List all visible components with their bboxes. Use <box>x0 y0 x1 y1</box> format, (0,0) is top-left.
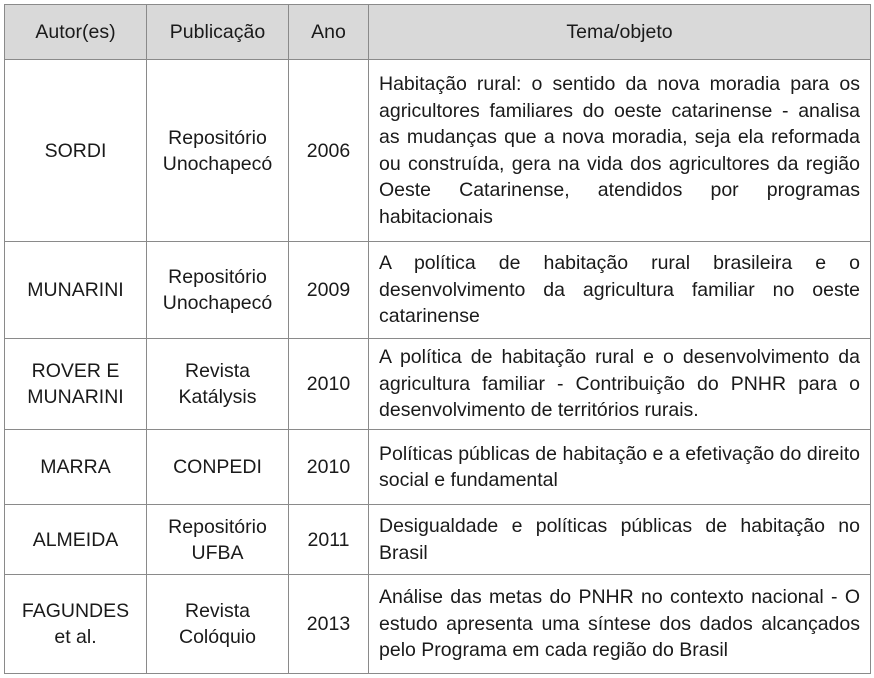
cell-tema: Políticas públicas de habitação e a efetivação do direito social e fundamental <box>369 430 871 505</box>
header-ano: Ano <box>289 5 369 60</box>
cell-autor: MARRA <box>5 430 147 505</box>
literature-table <box>4 4 871 674</box>
table-row <box>5 339 871 430</box>
cell-tema: Desigualdade e políticas públicas de habitação no Brasil <box>369 505 871 575</box>
table-row <box>5 430 871 505</box>
cell-ano: 2009 <box>289 242 369 339</box>
cell-autor: MUNARINI <box>5 242 147 339</box>
cell-ano: 2013 <box>289 575 369 674</box>
cell-autor: ALMEIDA <box>5 505 147 575</box>
header-row <box>5 5 871 60</box>
cell-tema: Análise das metas do PNHR no contexto nacional - O estudo apresenta uma síntese dos dados alcançados pelo Programa em cada região do Brasil <box>369 575 871 674</box>
cell-autor: SORDI <box>5 60 147 242</box>
header-publicacao: Publicação <box>147 5 289 60</box>
cell-ano: 2010 <box>289 339 369 430</box>
cell-ano: 2011 <box>289 505 369 575</box>
cell-autor: ROVER E MUNARINI <box>5 339 147 430</box>
cell-publicacao: Repositório Unochapecó <box>147 60 289 242</box>
table-row <box>5 242 871 339</box>
cell-publicacao: Revista Katálysis <box>147 339 289 430</box>
cell-publicacao: Revista Colóquio <box>147 575 289 674</box>
cell-tema: A política de habitação rural brasileira e o desenvolvimento da agricultura familiar no oeste catarinense <box>369 242 871 339</box>
table-row <box>5 575 871 674</box>
cell-publicacao: Repositório Unochapecó <box>147 242 289 339</box>
table-header <box>5 5 871 60</box>
cell-tema: Habitação rural: o sentido da nova moradia para os agricultores familiares do oeste catarinense - analisa as mudanças que a nova moradia, seja ela reformada ou construída, gera na vida dos agricultores da região Oeste Catarinense, atendidos por programas habitacionais <box>369 60 871 242</box>
cell-ano: 2006 <box>289 60 369 242</box>
table-row <box>5 60 871 242</box>
cell-publicacao: CONPEDI <box>147 430 289 505</box>
table-body <box>5 60 871 674</box>
header-tema: Tema/objeto <box>369 5 871 60</box>
cell-ano: 2010 <box>289 430 369 505</box>
cell-tema: A política de habitação rural e o desenvolvimento da agricultura familiar - Contribuição do PNHR para o desenvolvimento de territórios rurais. <box>369 339 871 430</box>
cell-publicacao: Repositório UFBA <box>147 505 289 575</box>
header-autor: Autor(es) <box>5 5 147 60</box>
table-row <box>5 505 871 575</box>
cell-autor: FAGUNDES et al. <box>5 575 147 674</box>
